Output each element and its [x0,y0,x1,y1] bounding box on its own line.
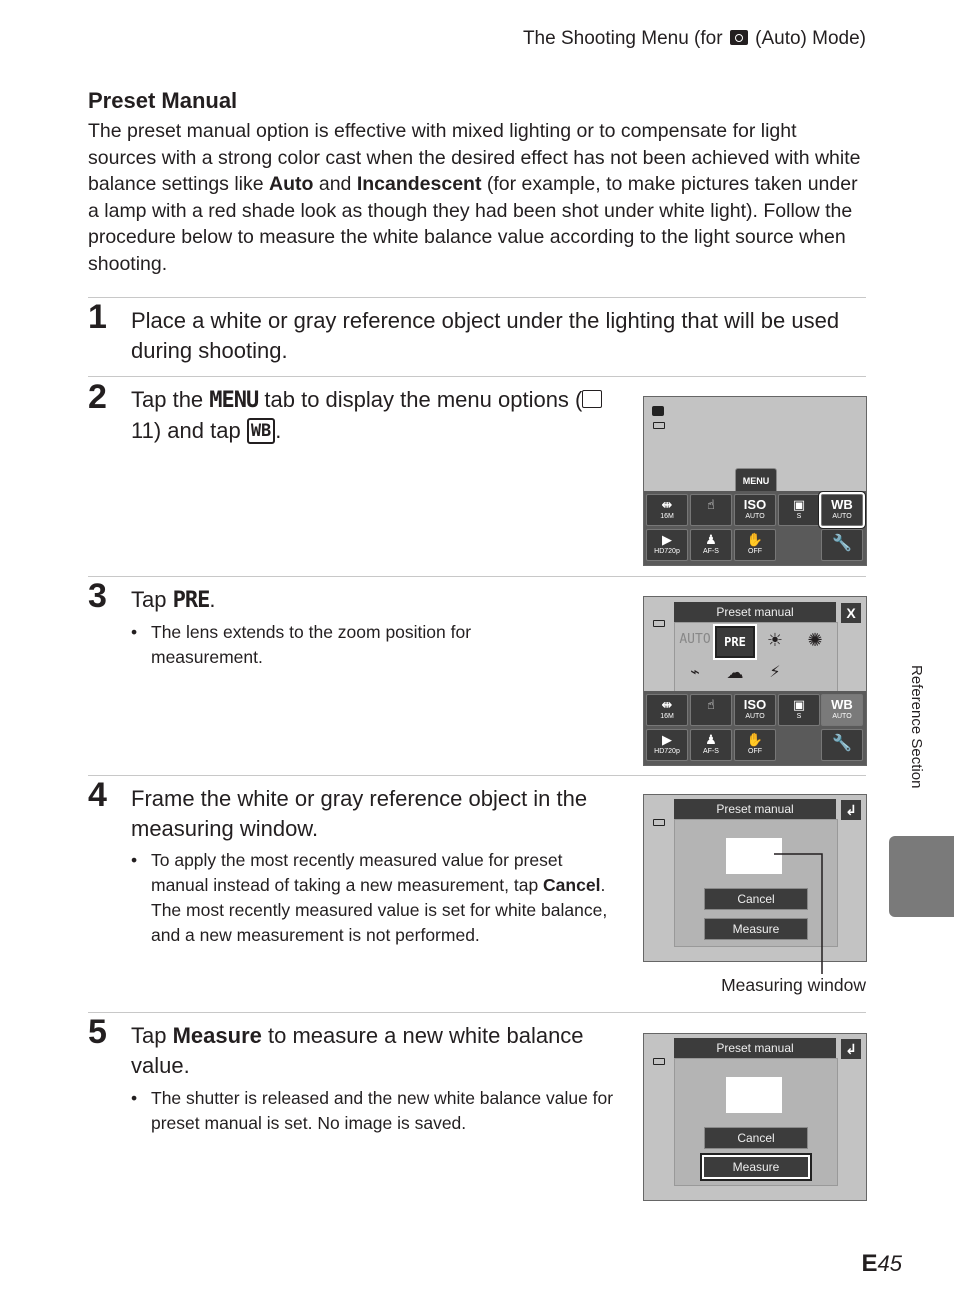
menu-tab[interactable]: MENU [735,468,777,494]
step-number-2: 2 [88,378,107,416]
divider [88,297,866,298]
battery-icon [653,1058,665,1065]
step-1-text: Place a white or gray reference object under the lighting that will be used during shooting. [131,308,840,363]
iso-icon[interactable]: ISO AUTO [734,694,776,726]
step-5-text: Tap Measure to measure a new white balance value. [131,1023,584,1078]
camera-screen-menu [643,396,867,566]
continuous-icon[interactable]: ▣ S [778,494,820,526]
incandescent-icon[interactable]: ✺ [807,630,823,650]
movie-icon[interactable]: ▶ HD720p [646,529,688,561]
step-5-bullet: • The shutter is released and the new white balance value for preset manual is set. No image is saved. [131,1088,614,1133]
white-balance-icon[interactable]: WB AUTO [821,494,863,526]
setup-wrench-icon[interactable]: 🔧 [821,729,863,761]
movie-icon[interactable]: ▶ HD720p [646,729,688,761]
step-2-text: Tap the MENU tab to display the menu options (11) and tap WB . [131,385,621,446]
callout-leader-line [643,794,865,980]
cancel-button[interactable]: Cancel [704,888,808,910]
dialog-title: Preset manual [674,1038,836,1058]
camera-mode-icon [652,406,664,416]
vr-icon[interactable]: ✋ OFF [734,529,776,561]
af-mode-icon[interactable]: ♟ AF-S [690,529,732,561]
step-3-bullet: • The lens extends to the zoom position for measurement. [131,622,472,667]
cloudy-icon[interactable]: ☁ [726,663,744,682]
setup-wrench-icon[interactable]: 🔧 [821,529,863,561]
step-4-bullet: • To apply the most recently measured value for preset manual instead of taking a new measurement, tap Cancel. The most recently measured value is set for white balance, and a new measurement is not performed. [131,850,608,945]
wb-glyph-icon: WB [247,418,275,444]
section-side-label: Reference Section [908,665,925,789]
battery-icon [653,620,665,627]
step-number-3: 3 [88,577,107,615]
wb-preset-option[interactable]: PRE [715,626,755,658]
fluorescent-icon[interactable]: ⌁ [690,664,700,681]
step-number-5: 5 [88,1013,107,1051]
menu-glyph-icon: MENU [209,388,259,413]
white-balance-icon[interactable]: WB AUTO [821,694,863,726]
step-number-4: 4 [88,776,107,814]
camera-icon [730,30,748,45]
divider [88,1012,866,1013]
wb-auto-option[interactable]: AUTO [679,632,711,647]
page-reference-icon [582,390,602,408]
dialog-title: Preset manual [674,602,836,622]
section-tab [889,836,954,917]
page-number: E45 [861,1250,902,1277]
step-3-text: Tap PRE. [131,587,216,613]
back-icon[interactable]: ↲ [841,800,861,820]
camera-screen-wb-options [643,596,867,766]
pre-glyph-icon: PRE [172,588,210,613]
divider [88,775,866,776]
cancel-button[interactable]: Cancel [704,1127,808,1149]
flash-icon[interactable]: ⚡ [769,664,781,681]
iso-icon[interactable]: ISO AUTO [734,494,776,526]
vr-icon[interactable]: ✋ OFF [734,729,776,761]
touch-shooting-icon[interactable]: ☝ [690,494,732,526]
touch-shooting-icon[interactable]: ☝ [690,694,732,726]
running-header: The Shooting Menu (for (Auto) Mode) [522,28,866,49]
close-icon[interactable]: X [841,603,861,623]
step-4-text: Frame the white or gray reference object in the measuring window. [131,786,588,841]
af-mode-icon[interactable]: ♟ AF-S [690,729,732,761]
divider [88,576,866,577]
battery-icon [653,422,665,429]
continuous-icon[interactable]: ▣ S [778,694,820,726]
reference-e-icon: E [861,1250,878,1277]
measure-button[interactable]: Measure [704,918,808,940]
intro-paragraph: The preset manual option is effective with mixed lighting or to compensate for light sources with a strong color cast when the desired effect has not been achieved with white balance settings like Auto and Incandescent (for example, to make pictures taken under a lamp with a red shade look as though they had been shot under white light). Follow the procedure below to measure the white balance value according to the light source when shooting. [88,120,861,275]
measure-button[interactable]: Measure [702,1155,810,1179]
divider [88,376,866,377]
back-icon[interactable]: ↲ [841,1039,861,1059]
dialog-title: Preset manual [674,799,836,819]
step-number-1: 1 [88,298,107,336]
measuring-window-caption: Measuring window [721,975,866,995]
section-title: Preset Manual [88,88,238,113]
daylight-icon[interactable]: ☀ [766,630,784,650]
image-mode-icon[interactable]: ⇼ 16M [646,694,688,726]
camera-screen-measure-selected [643,1033,867,1201]
measuring-window [726,1077,782,1113]
image-mode-icon[interactable]: ⇼ 16M [646,494,688,526]
